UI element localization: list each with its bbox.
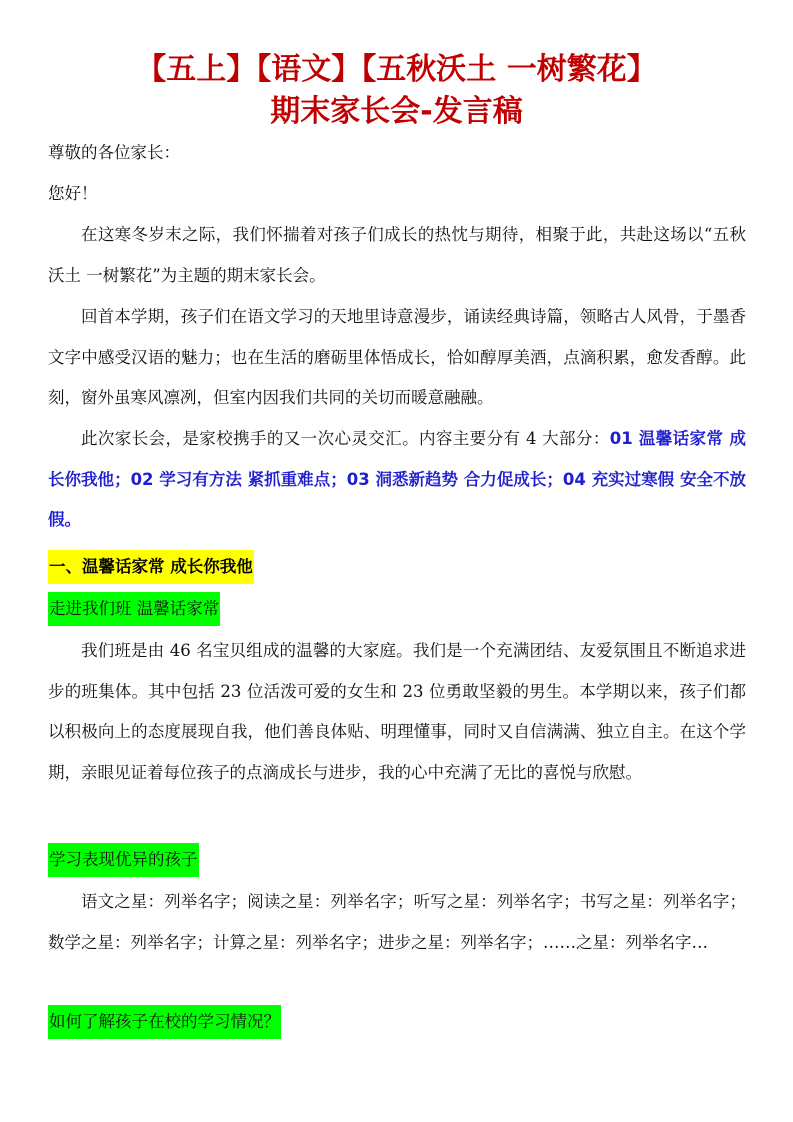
subheading-class-intro: 走进我们班 温馨话家常: [48, 592, 220, 626]
paragraph-review: 回首本学期，孩子们在语文学习的天地里诗意漫步，诵读经典诗篇，领略古人风骨，于墨香文字中感受汉语的魅力；也在生活的磨砺里体悟成长，恰如醇厚美酒，点滴积累，愈发香醇。此刻，窗外虽寒风凛冽，但室内因我们共同的关切而暖意融融。: [48, 307, 746, 407]
agenda-intro-text: 此次家长会，是家校携手的又一次心灵交汇。内容主要分有 4 大部分：: [81, 429, 610, 448]
paragraph-star-students: 语文之星：列举名字；阅读之星：列举名字；听写之星：列举名字；书写之星：列举名字；数学之星：列举名字；计算之星：列举名字；进步之星：列举名字；……之星：列举名字…: [48, 892, 746, 952]
paragraph-agenda: [48, 419, 746, 541]
paragraph-class-description: 我们班是由 46 名宝贝组成的温馨的大家庭。我们是一个充满团结、友爱氛围且不断追求进步的班集体。其中包括 23 位活泼可爱的女生和 23 位勇敢坚毅的男生。本学期以来，孩子们都以积极向上的态度展现自我，他们善良体贴、明理懂事，同时又自信满满、独立自主。在这个学期，亲眼见证着每位孩子的点滴成长与进步，我的心中充满了无比的喜悦与欣慰。: [48, 641, 746, 782]
section-heading-1: 一、温馨话家常 成长你我他: [48, 550, 254, 584]
subheading-learning-status: 如何了解孩子在校的学习情况？: [48, 1005, 281, 1039]
agenda-parts-text: 01 温馨话家常 成长你我他；02 学习有方法 紧抓重难点；03 洞悉新趋势 合力促成长；04 充实过寒假 安全不放假。: [48, 429, 746, 529]
document-title-line2: 期末家长会-发言稿: [270, 94, 523, 129]
subheading-excellent-students: 学习表现优异的孩子: [48, 843, 199, 877]
document-title-line1: 【五上】【语文】【五秋沃土 一树繁花】: [136, 52, 657, 87]
salutation: 尊敬的各位家长：: [48, 143, 180, 162]
greeting: 您好！: [48, 184, 98, 203]
paragraph-intro: 在这寒冬岁末之际，我们怀揣着对孩子们成长的热忱与期待，相聚于此，共赴这场以“五秋沃土 一树繁花”为主题的期末家长会。: [48, 225, 746, 285]
